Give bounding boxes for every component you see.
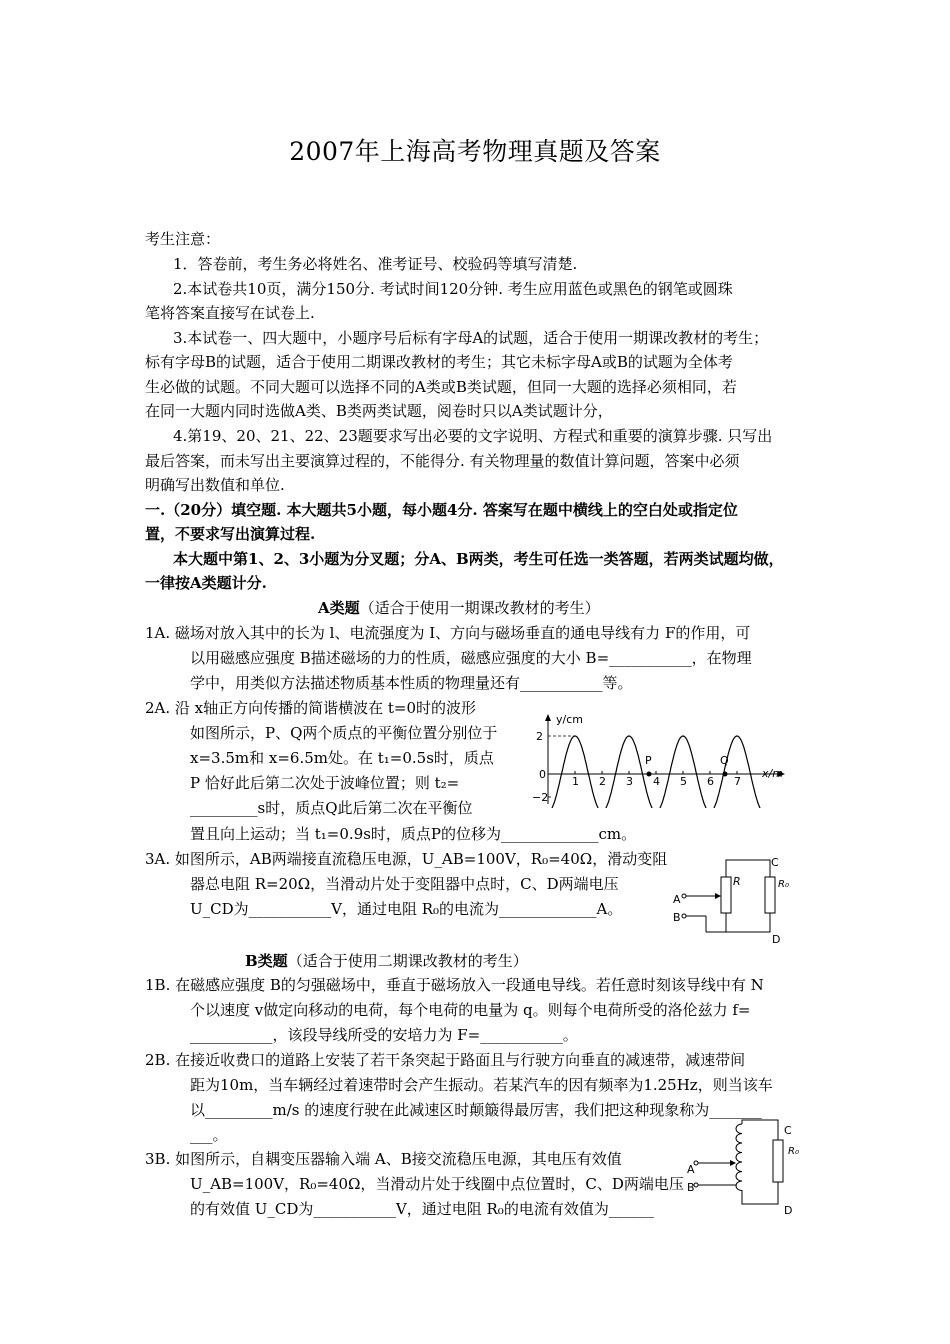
question-1a: 1A. 磁场对放入其中的长为 l、电流强度为 I、方向与磁场垂直的通电导线有力 F的作用，可 — [145, 624, 751, 642]
page-title: 2007年上海高考物理真题及答案 — [289, 137, 661, 166]
notice-heading: 考生注意： — [145, 230, 221, 248]
x-axis-label: x/m — [762, 767, 783, 780]
y-axis-arrow — [545, 714, 551, 721]
circuit-b-wire — [742, 1120, 778, 1140]
section-heading: 一.（20分）填空题. 本大题共5小题，每小题4分. 答案写在题中横线上的空白处或指定位 — [145, 501, 738, 519]
point-p-marker — [647, 772, 652, 777]
label-c: C — [771, 856, 779, 869]
group-b-label: B类题 — [245, 952, 288, 970]
group-b-note: （适合于使用二期课改教材的考生） — [287, 952, 528, 970]
notice-item: 明确写出数值和单位. — [145, 476, 285, 494]
circuit-b-figure — [680, 1118, 805, 1218]
terminal-b — [694, 1183, 698, 1187]
question-2a: 如图所示，P、Q两个质点的平衡位置分别位于 — [190, 724, 498, 742]
question-3b: 3B. 如图所示，自耦变压器输入端 A、B接交流稳压电源，其电压有效值 — [145, 1150, 622, 1168]
section-instruction: 一律按A类题计分. — [145, 574, 267, 592]
notice-item: 最后答案，而未写出主要演算过程的，不能得分. 有关物理量的数值计算问题，答案中必须 — [145, 452, 740, 470]
x-tick-label: 4 — [653, 775, 660, 788]
wave-figure — [530, 708, 795, 808]
x-tick-label: 1 — [572, 775, 579, 788]
circuit-b-wire — [742, 1182, 778, 1204]
question-3a: 器总电阻 R=20Ω，当滑动片处于变阻器中点时，C、D两端电压 — [190, 875, 619, 893]
label-r0: R₀ — [778, 879, 789, 890]
y-tick-label: −2 — [532, 791, 549, 804]
question-2b: ___。 — [190, 1126, 228, 1144]
coil-turn — [736, 1143, 742, 1153]
question-2a: 置且向上运动；当 t₁=0.9s时，质点P的位移为_____________cm。 — [190, 825, 637, 843]
x-tick-label: 5 — [680, 775, 687, 788]
question-1b: 1B. 在磁感应强度 B的匀强磁场中，垂直于磁场放入一段通电导线。若任意时刻该导线中有 N — [145, 976, 764, 994]
question-2a: _________s时，质点Q此后第二次在平衡位 — [190, 799, 473, 817]
section-instruction: 本大题中第1、2、3小题为分叉题；分A、B两类，考生可任选一类答题，若两类试题均做， — [173, 550, 784, 568]
terminal-b — [682, 914, 686, 918]
notice-item: 3.本试卷一、四大题中，小题序号后标有字母A的试题，适合于使用一期课改教材的考生； — [173, 329, 769, 347]
question-2a: x=3.5m和 x=6.5m处。在 t₁=0.5s时，质点 — [190, 749, 494, 767]
group-a-note: （适合于使用一期课改教材的考生） — [359, 599, 600, 617]
terminal-a — [694, 1161, 698, 1165]
slider-arrow — [715, 893, 721, 899]
label-r0: R₀ — [788, 1146, 799, 1157]
question-3a: 3A. 如图所示，AB两端接直流稳压电源，U_AB=100V，R₀=40Ω，滑动变阻 — [145, 850, 668, 868]
circuit-a-figure — [670, 850, 800, 945]
point-q-marker — [723, 772, 728, 777]
question-1a: 学中，用类似方法描述物质基本性质的物理量还有___________等。 — [190, 674, 633, 692]
label-d: D — [784, 1204, 793, 1217]
question-1b: 个以速度 v做定向移动的电荷，每个电荷的电量为 q。则每个电荷所受的洛伦兹力 f= — [190, 1001, 751, 1019]
terminal-a — [682, 894, 686, 898]
point-q-label: Q — [720, 754, 729, 767]
question-2a: P 恰好此后第二次处于波峰位置；则 t₂= — [190, 774, 460, 792]
label-d: D — [772, 933, 781, 945]
label-a: A — [687, 1163, 695, 1176]
label-r: R — [733, 875, 741, 888]
notice-item: 1．答卷前，考生务必将姓名、准考证号、校验码等填写清楚. — [173, 255, 578, 273]
question-3a: U_CD为___________V，通过电阻 R₀的电流为_____________A。 — [190, 900, 623, 918]
x-tick-label: 7 — [734, 775, 741, 788]
coil-turn — [736, 1124, 742, 1134]
question-2a: 2A. 沿 x轴正方向传播的简谐横波在 t=0时的波形 — [145, 699, 477, 717]
notice-item: 2.本试卷共10页，满分150分. 考试时间120分钟. 考生应用蓝色或黑色的钢笔或圆珠 — [173, 280, 733, 298]
autotransformer-coil — [736, 1124, 742, 1191]
coil-turn — [736, 1153, 742, 1163]
circuit-a-wire — [726, 860, 770, 932]
resistor-r0 — [765, 877, 775, 913]
y-axis-label: y/cm — [556, 713, 583, 726]
group-b-heading — [245, 951, 528, 971]
label-b: B — [673, 911, 681, 924]
question-3b: 的有效值 U_CD为___________V，通过电阻 R₀的电流有效值为______ — [190, 1200, 654, 1218]
question-1a: 以用磁感应强度 B描述磁场的力的性质，磁感应强度的大小 B=___________，在物理 — [190, 649, 752, 667]
label-a: A — [673, 893, 681, 906]
section-heading: 置，不要求写出演算过程. — [145, 525, 316, 543]
resistor-r0 — [773, 1140, 783, 1182]
coil-turn — [736, 1172, 742, 1182]
question-2b: 距为10m，当车辆经过着速带时会产生振动。若某汽车的因有频率为1.25Hz，则当该车 — [190, 1076, 773, 1094]
coil-turn — [736, 1134, 742, 1144]
x-tick-label: 6 — [707, 775, 714, 788]
notice-item: 生必做的试题。不同大题可以选择不同的A类或B类试题，但同一大题的选择必须相同，若 — [145, 378, 737, 396]
question-2b: 以_________m/s 的速度行驶在此减速区时颠簸得最厉害，我们把这种现象称为_______ — [190, 1101, 762, 1119]
label-c: C — [784, 1124, 792, 1137]
question-3b: U_AB=100V，R₀=40Ω，当滑动片处于线圈中点位置时，C、D两端电压 — [190, 1175, 684, 1193]
rheostat-r — [721, 877, 731, 913]
x-tick-label: 2 — [599, 775, 606, 788]
y-tick-label: 0 — [539, 768, 546, 781]
notice-item: 笔将答案直接写在试卷上. — [145, 304, 315, 322]
notice-item: 4.第19、20、21、22、23题要求写出必要的文字说明、方程式和重要的演算步骤. 只写出 — [173, 427, 773, 445]
coil-turn — [736, 1162, 742, 1172]
notice-item: 标有字母B的试题，适合于使用二期课改教材的考生；其它未标字母A或B的试题为全体考 — [145, 353, 733, 371]
label-b: B — [687, 1181, 695, 1194]
question-1b: ___________，该段导线所受的安培力为 F=___________。 — [190, 1026, 578, 1044]
x-tick-label: 3 — [626, 775, 633, 788]
question-2b: 2B. 在接近收费口的道路上安装了若干条突起于路面且与行驶方向垂直的减速带，减速带间 — [145, 1051, 746, 1069]
point-p-label: P — [645, 754, 652, 767]
coil-turn — [736, 1181, 742, 1191]
group-a-label: A类题 — [318, 599, 360, 617]
y-tick-label: 2 — [536, 730, 543, 743]
notice-item: 在同一大题内同时选做A类、B类两类试题，阅卷时只以A类试题计分， — [145, 402, 613, 420]
group-a-heading — [318, 598, 600, 618]
slider-arrow — [730, 1160, 736, 1166]
